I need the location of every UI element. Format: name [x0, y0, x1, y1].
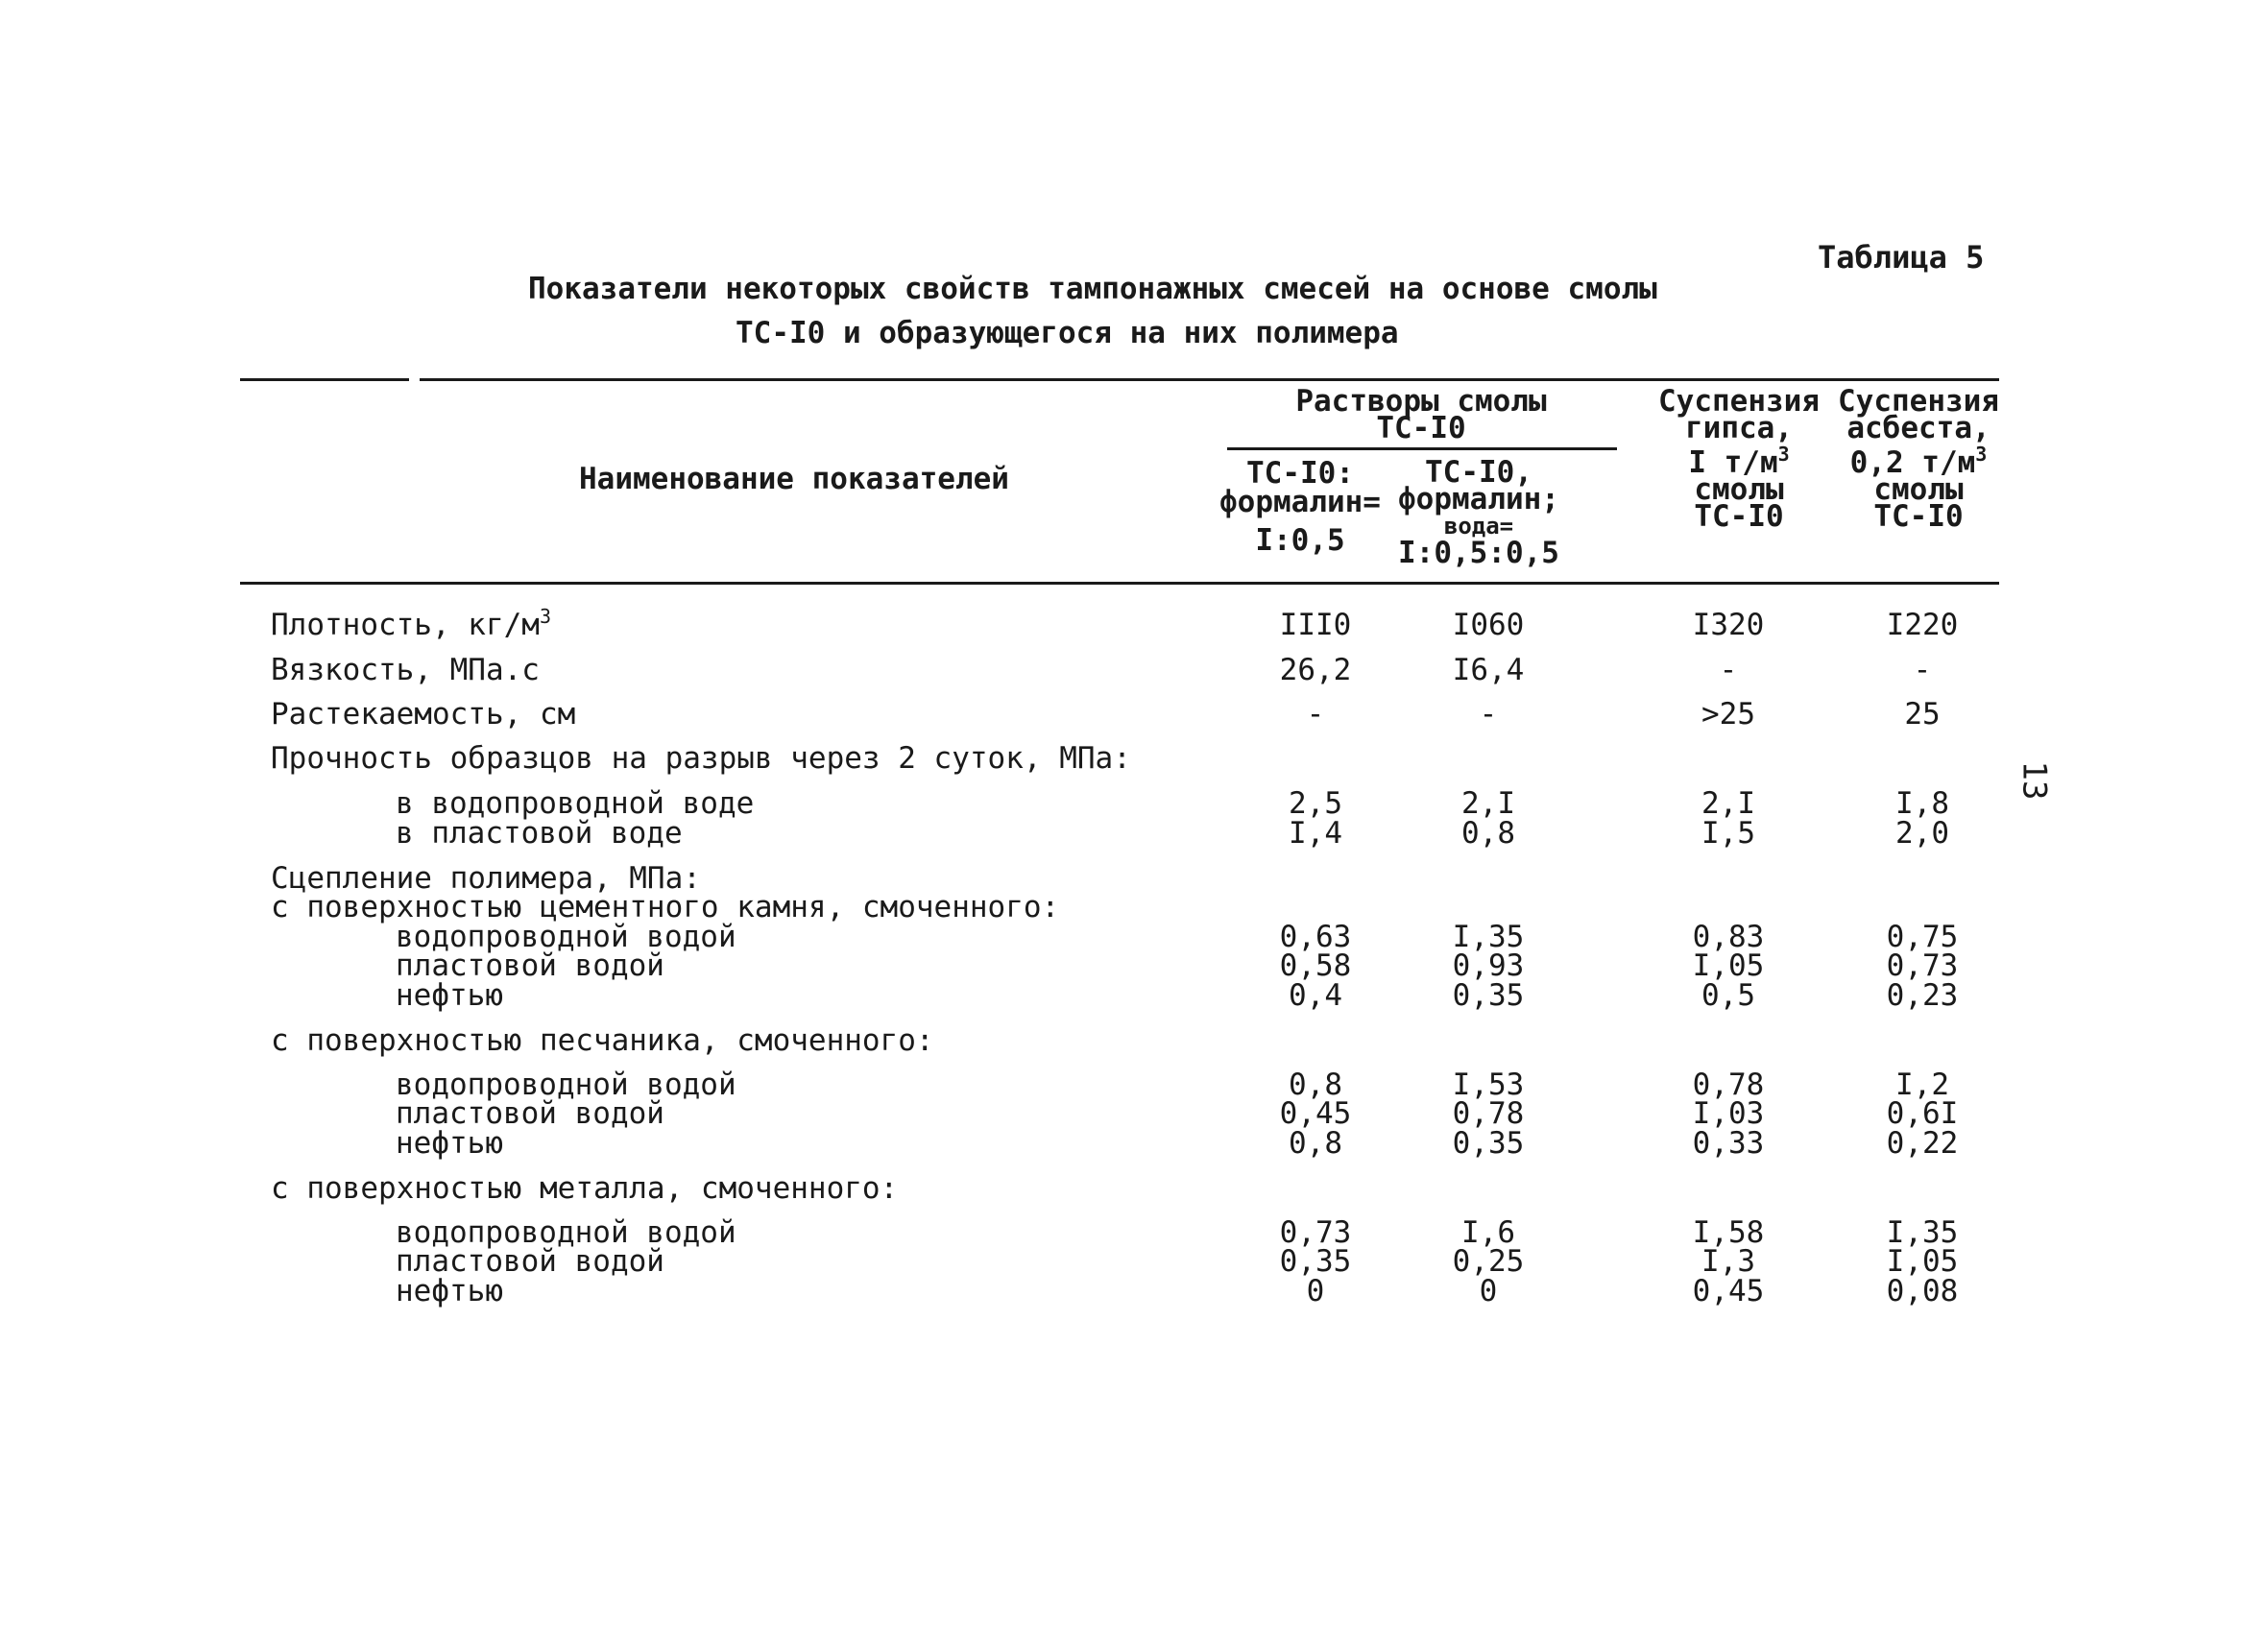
table-row-label: пластовой водой	[396, 948, 664, 983]
header-col3	[1648, 384, 1830, 534]
table-cell: 0,78	[1692, 1068, 1765, 1102]
table-cell: I,05	[1886, 1244, 1959, 1279]
table-row-label: Плотность, $кг/м^3$	[271, 605, 552, 642]
table-cell: 0,6I	[1886, 1096, 1959, 1131]
table-label: Таблица 5	[1818, 239, 1985, 276]
table-cell: I060	[1452, 608, 1525, 642]
table-row-label: Растекаемость, см	[271, 697, 576, 732]
header-col4	[1827, 384, 2010, 534]
table-cell: III0	[1279, 608, 1352, 642]
table-cell: 2,I	[1461, 786, 1515, 821]
header-col2-line2: формалин;	[1398, 482, 1559, 516]
table-cell: 0,5	[1701, 978, 1755, 1013]
table-cell: 0,75	[1886, 920, 1959, 954]
table-cell: I220	[1886, 608, 1959, 642]
table-row-label: водопроводной водой	[396, 1215, 736, 1250]
table-cell: I,58	[1692, 1215, 1765, 1250]
table-cell: I,6	[1461, 1215, 1515, 1250]
table-cell: I,03	[1692, 1096, 1765, 1131]
header-col4-line4: смолы	[1873, 472, 1964, 507]
table-cell: 26,2	[1279, 653, 1352, 687]
table-row-label: водопроводной водой	[396, 920, 736, 954]
table-cell: 0,63	[1279, 920, 1352, 954]
table-cell: 0,58	[1279, 948, 1352, 983]
table-section-label: с поверхностью цементного камня, смоченного:	[271, 890, 1060, 924]
table-cell: I,35	[1886, 1215, 1959, 1250]
header-col4-sup: 3	[1975, 443, 1988, 466]
header-col4-line1: Суспензия	[1838, 384, 1999, 419]
table-cell: I,8	[1895, 786, 1949, 821]
table-section-label: с поверхностью металла, смоченного:	[271, 1171, 899, 1206]
table-cell: 0,73	[1886, 948, 1959, 983]
table-row-label: нефтью	[396, 1274, 503, 1308]
table-cell: I,35	[1452, 920, 1525, 954]
table-cell: -	[1719, 653, 1738, 687]
table-cell: I,2	[1895, 1068, 1949, 1102]
table-cell: -	[1479, 697, 1498, 732]
table-cell: 2,0	[1895, 816, 1949, 851]
header-col3-line4: смолы	[1694, 472, 1784, 507]
header-col4-line3: 0,2 т/м	[1849, 445, 1976, 480]
header-col1-line1: ТС-I0:	[1246, 456, 1354, 491]
header-col2-line4: I:0,5:0,5	[1398, 536, 1559, 570]
table-row-label: Вязкость, МПа.с	[271, 653, 540, 687]
table-cell: I,3	[1701, 1244, 1755, 1279]
table-cell: -	[1306, 697, 1325, 732]
top-rule-short	[240, 378, 409, 381]
table-cell: 0,93	[1452, 948, 1525, 983]
table-cell: >25	[1701, 697, 1755, 732]
table-row-label: водопроводной водой	[396, 1068, 736, 1102]
header-col3-line3: I т/м	[1688, 445, 1778, 480]
table-row-label: в водопроводной воде	[396, 786, 755, 821]
table-cell: 0	[1479, 1274, 1498, 1308]
table-row-label: пластовой водой	[396, 1096, 664, 1131]
table-cell: I,4	[1289, 816, 1342, 851]
table-row-label: пластовой водой	[396, 1244, 664, 1279]
header-col1	[1214, 456, 1387, 558]
table-row-label: нефтью	[396, 978, 503, 1013]
table-cell: 0,22	[1886, 1126, 1959, 1161]
table-cell: 0,08	[1886, 1274, 1959, 1308]
table-cell: 0,8	[1289, 1126, 1342, 1161]
table-cell: 0	[1306, 1274, 1325, 1308]
header-col3-line2: гипса,	[1685, 411, 1793, 445]
table-cell: I,05	[1692, 948, 1765, 983]
table-cell: 0,35	[1452, 978, 1525, 1013]
table-cell: I320	[1692, 608, 1765, 642]
table-cell: I,53	[1452, 1068, 1525, 1102]
header-bottom-rule	[240, 582, 1999, 585]
table-title-line2: ТС-I0 и образующегося на них полимера	[736, 316, 1399, 350]
header-group-solutions: Растворы смолы ТС-I0	[1295, 384, 1547, 445]
table-cell: I6,4	[1452, 653, 1525, 687]
header-col2	[1387, 455, 1570, 570]
table-section-label: Сцепление полимера, МПа:	[271, 861, 701, 896]
header-col2-line1: ТС-I0,	[1425, 455, 1532, 490]
header-col4-line5: ТС-I0	[1873, 499, 1964, 534]
table-cell: 0,35	[1452, 1126, 1525, 1161]
table-cell: 0,25	[1452, 1244, 1525, 1279]
table-cell: I,5	[1701, 816, 1755, 851]
table-cell: 0,45	[1692, 1274, 1765, 1308]
table-cell: 0,8	[1461, 816, 1515, 851]
table-row-label: в пластовой воде	[396, 816, 683, 851]
table-cell: 0,35	[1279, 1244, 1352, 1279]
header-col3-line1: Суспензия	[1658, 384, 1820, 419]
top-rule	[420, 378, 1999, 381]
table-cell: 0,33	[1692, 1126, 1765, 1161]
table-cell: 25	[1904, 697, 1941, 732]
header-col4-line2: асбеста,	[1846, 411, 1991, 445]
header-col3-sup: 3	[1777, 443, 1790, 466]
header-col2-line3: вода=	[1443, 513, 1514, 540]
table-cell: 2,I	[1701, 786, 1755, 821]
table-cell: 0,83	[1692, 920, 1765, 954]
table-row-label: нефтью	[396, 1126, 503, 1161]
table-title-line1: Показатели некоторых свойств тампонажных смесей на основе смолы	[528, 272, 1657, 306]
table-cell: -	[1913, 653, 1932, 687]
header-col1-line3: I:0,5	[1255, 523, 1345, 558]
table-cell: 0,73	[1279, 1215, 1352, 1250]
table-cell: 0,78	[1452, 1096, 1525, 1131]
table-cell: 0,23	[1886, 978, 1959, 1013]
table-cell: 0,4	[1289, 978, 1342, 1013]
header-col1-line2: формалин=	[1219, 485, 1381, 519]
table-cell: 0,8	[1289, 1068, 1342, 1102]
header-name-column: Наименование показателей	[579, 462, 1009, 496]
header-group-rule	[1227, 447, 1617, 450]
page-number: 13	[2015, 760, 2054, 801]
table-cell: 0,45	[1279, 1096, 1352, 1131]
table-section-label: с поверхностью песчаника, смоченного:	[271, 1023, 934, 1058]
table-section-label: Прочность образцов на разрыв через 2 суток, МПа:	[271, 741, 1131, 776]
table-cell: 2,5	[1289, 786, 1342, 821]
header-col3-line5: ТС-I0	[1694, 499, 1784, 534]
